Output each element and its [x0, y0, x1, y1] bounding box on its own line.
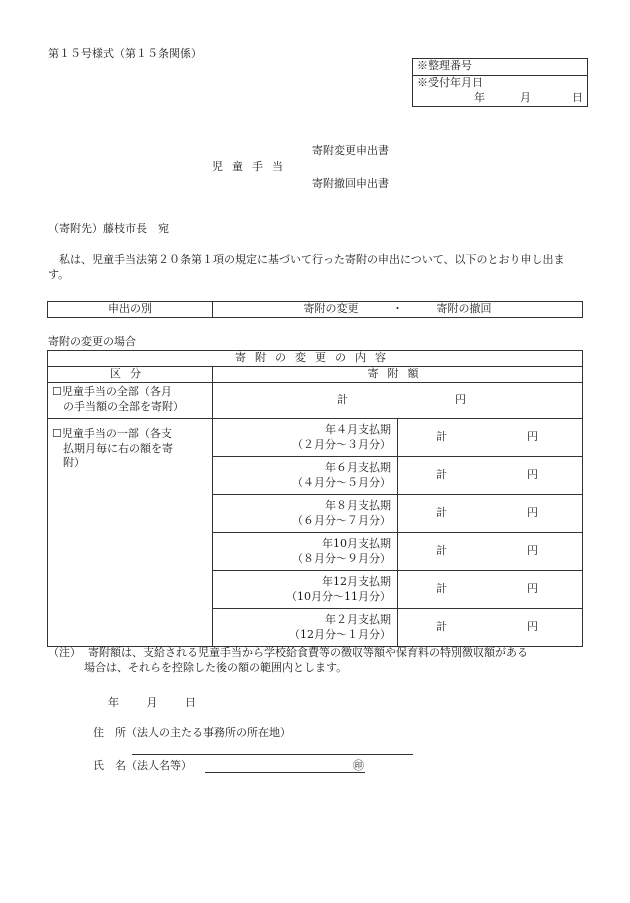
name-label: 氏 名（法人名等）	[93, 759, 192, 772]
period-payment: 年６月支払期	[325, 460, 391, 474]
period-payment: 年10月支払期	[322, 536, 391, 550]
all-amount-cell[interactable]	[213, 382, 583, 418]
partial-option-line3: 附）	[63, 456, 85, 470]
note-line2: 場合は、それらを控除した後の額の範囲内とします。	[84, 660, 348, 674]
period-months: （８月分～９月分）	[292, 552, 391, 566]
all-option-checkbox[interactable]: ☐	[52, 385, 62, 399]
period-amount-cell[interactable]	[398, 418, 583, 456]
title-prefix: 児童手当	[212, 160, 292, 173]
all-yen-label: 円	[455, 392, 466, 406]
all-total-label: 計	[337, 392, 348, 406]
period-amount-cell[interactable]	[398, 608, 583, 646]
registration-box	[412, 58, 588, 107]
period-row	[213, 570, 398, 608]
period-months: （６月分～７月分）	[292, 514, 391, 528]
period-yen-label: 円	[527, 543, 538, 557]
period-total-label: 計	[436, 543, 447, 557]
partial-option-line1: 児童手当の一部（各支	[61, 426, 172, 440]
partial-option-checkbox[interactable]: ☐	[52, 426, 62, 440]
period-yen-label: 円	[527, 505, 538, 519]
title-withdraw: 寄附撤回申出書	[312, 177, 389, 190]
received-day-label: 日	[572, 90, 583, 104]
addressee: （寄附先）藤枝市長 宛	[48, 222, 169, 235]
period-amount-cell[interactable]	[398, 494, 583, 532]
all-option-line1: 児童手当の全部（各月	[61, 385, 172, 399]
table-title: 寄附の変更の内容	[48, 351, 583, 367]
period-total-label: 計	[436, 619, 447, 633]
note-label: （注）	[48, 646, 81, 659]
period-months: （12月分～１月分）	[289, 628, 391, 642]
note-line1: 寄附額は、支給される児童手当から学校給食費等の徴収等額や保育料の特別徴収額がある	[88, 646, 528, 659]
period-payment: 年12月支払期	[322, 574, 391, 588]
sign-day-label: 日	[185, 696, 196, 709]
request-type-options	[213, 302, 583, 318]
period-payment: 年２月支払期	[325, 612, 391, 626]
option-withdraw[interactable]: 寄附の撤回	[436, 302, 492, 315]
period-amount-cell[interactable]	[398, 570, 583, 608]
period-yen-label: 円	[527, 429, 538, 443]
period-amount-cell[interactable]	[398, 456, 583, 494]
period-total-label: 計	[436, 467, 447, 481]
period-payment: 年４月支払期	[325, 422, 391, 436]
period-total-label: 計	[436, 505, 447, 519]
period-amount-cell[interactable]	[398, 532, 583, 570]
seal-icon: ㊞	[353, 759, 364, 772]
received-date-field	[413, 76, 588, 107]
signature-date[interactable]	[108, 696, 220, 711]
ref-number-field: ※整理番号	[413, 59, 588, 76]
received-date-label: ※受付年月日	[417, 76, 483, 89]
name-input-line[interactable]	[205, 772, 365, 773]
period-yen-label: 円	[527, 619, 538, 633]
address-label: 住 所（法人の主たる事務所の所在地）	[93, 726, 291, 739]
form-number: 第１５号様式（第１５条関係）	[48, 47, 202, 60]
option-change[interactable]: 寄附の変更	[303, 302, 359, 315]
sign-month-label: 月	[146, 696, 158, 709]
all-option-cell	[48, 382, 213, 418]
title-change: 寄附変更申出書	[312, 144, 389, 157]
period-months: （２月分～３月分）	[292, 438, 391, 452]
partial-option-line2: 払期月毎に右の額を寄	[63, 441, 173, 455]
period-yen-label: 円	[527, 581, 538, 595]
request-type-label: 申出の別	[48, 302, 213, 318]
period-total-label: 計	[436, 581, 447, 595]
period-total-label: 計	[436, 429, 447, 443]
body-text: 私は、児童手当法第２０条第１項の規定に基づいて行った寄附の申出について、以下のとおり申し出ます。	[48, 253, 565, 281]
period-row	[213, 532, 398, 570]
partial-option-cell	[48, 418, 213, 646]
period-row	[213, 608, 398, 646]
received-date-row	[417, 91, 583, 106]
col-category: 区分	[48, 366, 213, 382]
period-row	[213, 456, 398, 494]
received-year-label: 年	[474, 90, 485, 104]
request-type-table	[47, 301, 583, 318]
period-row	[213, 418, 398, 456]
change-details-table	[47, 350, 583, 647]
option-separator: ・	[392, 302, 403, 315]
sign-year-label: 年	[108, 696, 119, 709]
received-month-label: 月	[520, 90, 531, 104]
period-months: （10月分～11月分）	[286, 590, 391, 604]
period-row	[213, 494, 398, 532]
period-months: （４月分～５月分）	[292, 476, 391, 490]
all-option-line2: の手当額の全部を寄附）	[63, 400, 184, 414]
col-amount: 寄附額	[213, 366, 583, 382]
period-yen-label: 円	[527, 467, 538, 481]
note	[48, 646, 588, 676]
period-payment: 年８月支払期	[325, 498, 391, 512]
change-section-label: 寄附の変更の場合	[48, 335, 136, 348]
address-input-line[interactable]	[132, 754, 413, 755]
